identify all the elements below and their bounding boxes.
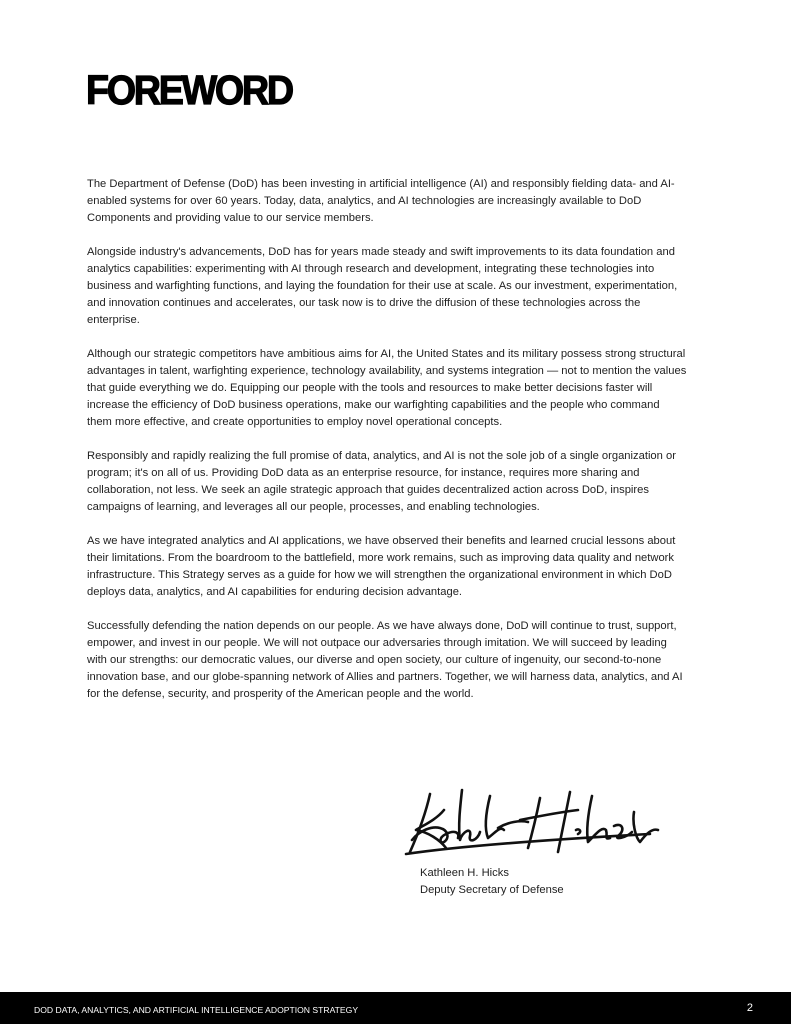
paragraph-3: Although our strategic competitors have ambitious aims for AI, the United States and its military possess strong structural advantages in talent, warfighting experience, technology availability, and systems integration — not to mention the values that guide everything we do. Equipping our people with the tools and resources to make better decisions faster will increase the efficiency of DoD business operations, make our warfighting capabilities and the people who command them more effective, and create opportunities to employ novel operational concepts.: [87, 348, 687, 428]
paragraph-6: Successfully defending the nation depends on our people. As we have always done, DoD will continue to trust, support, empower, and invest in our people. We will not outpace our adversaries through imitation. We will succeed by leading with our strengths: our democratic values, our diverse and open society, our culture of ingenuity, our second-to-none innovation base, and our globe-spanning network of Allies and partners. Together, we will harness data, analytics, and AI for the defense, security, and prosperity of the American people and the world.: [87, 620, 683, 700]
signatory-name: Kathleen H. Hicks: [420, 867, 509, 879]
handwritten-signature: [400, 782, 670, 862]
foreword-body: [87, 176, 687, 720]
paragraph-1: The Department of Defense (DoD) has been investing in artificial intelligence (AI) and responsibly fielding data- and AI-enabled systems for over 60 years. Today, data, analytics, and AI technologies are increasingly available to DoD Components and providing value to our service members.: [87, 178, 675, 224]
page-number: 2: [746, 1002, 753, 1014]
footer-document-title: DOD DATA, ANALYTICS, AND ARTIFICIAL INTELLIGENCE ADOPTION STRATEGY: [34, 1005, 359, 1015]
paragraph-4: Responsibly and rapidly realizing the full promise of data, analytics, and AI is not the sole job of a single organization or program; it's on all of us. Providing DoD data as an enterprise resource, for instance, requires more sharing and collaboration, not less. We seek an agile strategic approach that guides decentralized action across DoD, inspires campaigns of learning, and leverages all our people, processes, and enabling technologies.: [87, 450, 676, 513]
page-title: FOREWORD: [86, 67, 292, 113]
paragraph-2: Alongside industry's advancements, DoD has for years made steady and swift improvements to its data foundation and analytics capabilities: experimenting with AI through research and development, integrating these technologies into business and warfighting functions, and laying the foundation for their use at scale. As our investment, experimentation, and innovation continues and accelerates, our task now is to drive the diffusion of these technologies across the enterprise.: [87, 246, 678, 326]
page-footer: [0, 992, 791, 1024]
signatory-title: Deputy Secretary of Defense: [420, 884, 564, 896]
paragraph-5: As we have integrated analytics and AI applications, we have observed their benefits and learned crucial lessons about their limitations. From the boardroom to the battlefield, more work remains, such as improving data quality and network infrastructure. This Strategy serves as a guide for how we will strengthen the organizational environment in which DoD deploys data, analytics, and AI capabilities for enduring decision advantage.: [87, 535, 676, 598]
